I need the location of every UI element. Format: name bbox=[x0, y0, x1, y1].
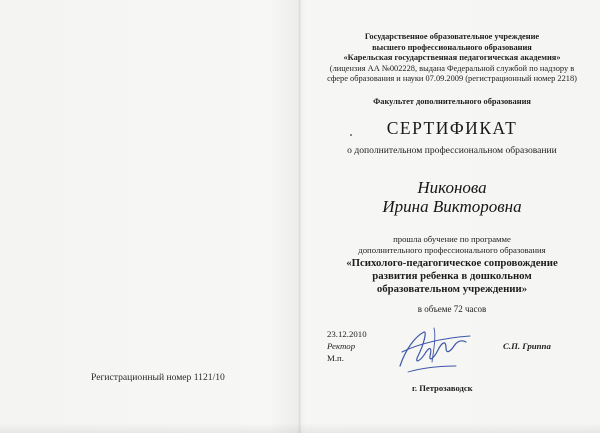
program-title bbox=[312, 257, 592, 295]
institution-name: «Карельская государственная педагогическая академия» bbox=[343, 53, 561, 62]
page-fold bbox=[298, 0, 302, 433]
issue-city: г. Петрозаводск bbox=[412, 383, 473, 393]
institution-line-1: Государственное образовательное учреждение bbox=[364, 32, 540, 41]
program-line-3: образовательном учреждении» bbox=[376, 282, 528, 295]
course-volume: в объеме 72 часов bbox=[417, 304, 487, 314]
faculty-name: Факультет дополнительного образования bbox=[373, 97, 531, 106]
certificate-title: СЕРТИФИКАТ bbox=[386, 118, 518, 138]
license-line-2: сфере образования и науки 07.09.2009 (регистрационный номер 2218) bbox=[327, 74, 577, 83]
page-shadow bbox=[0, 423, 600, 433]
course-intro-line-1: прошла обучение по программе bbox=[393, 234, 511, 244]
course-intro-line-2: дополнительного профессионального образования bbox=[358, 244, 546, 255]
institution-header bbox=[318, 32, 586, 85]
holder-surname: Никонова bbox=[417, 178, 487, 197]
issue-date: 23.12.2010 bbox=[327, 329, 367, 339]
rector-label: Ректор bbox=[327, 341, 356, 351]
license-line-1: (лицензия АА №002228, выдана Федеральной службой по надзору в bbox=[329, 63, 575, 73]
course-intro bbox=[318, 234, 586, 255]
program-line-2: развития ребенка в дошкольном bbox=[372, 269, 532, 282]
certificate-subtitle: о дополнительном профессиональном образовании bbox=[347, 145, 557, 156]
registration-number: Регистрационный номер 1121/10 bbox=[91, 372, 225, 383]
institution-line-2: высшего профессионального образования bbox=[372, 42, 532, 52]
holder-given-names: Ирина Викторовна bbox=[382, 197, 522, 216]
program-line-1: «Психолого-педагогическое сопровождение bbox=[346, 257, 558, 269]
rector-signature bbox=[394, 322, 474, 378]
stamp-label: М.п. bbox=[327, 353, 344, 363]
rector-name: С.П. Гриппа bbox=[503, 341, 551, 351]
